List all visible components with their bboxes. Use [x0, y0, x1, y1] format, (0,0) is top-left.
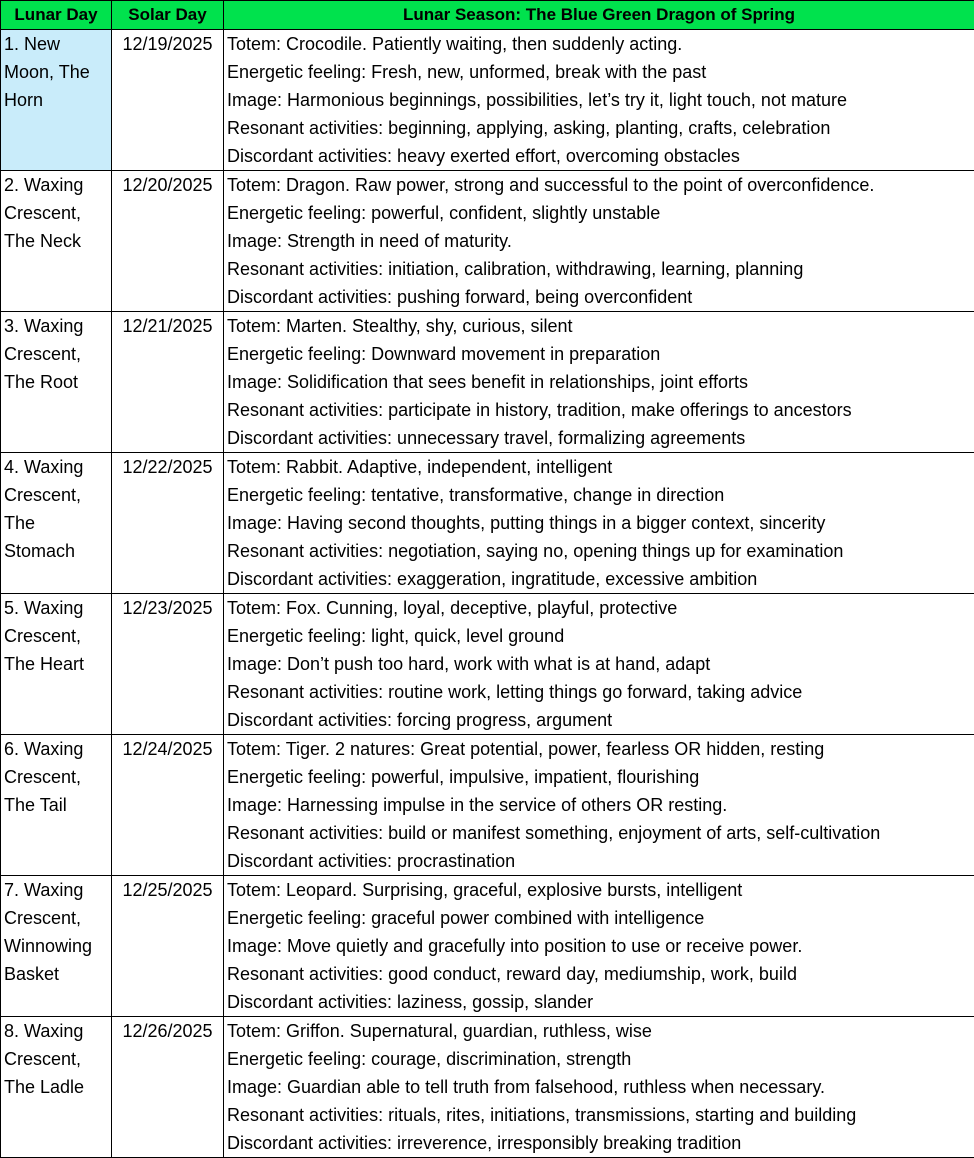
solar-day-cell[interactable]: 12/20/2025 — [112, 171, 224, 312]
description-line: Totem: Tiger. 2 natures: Great potential, power, fearless OR hidden, resting — [227, 735, 971, 763]
table-row — [1, 312, 974, 453]
solar-day-cell[interactable]: 12/22/2025 — [112, 453, 224, 594]
description-line: Image: Move quietly and gracefully into position to use or receive power. — [227, 932, 971, 960]
description-cell[interactable] — [224, 594, 974, 735]
solar-day-cell[interactable]: 12/19/2025 — [112, 30, 224, 171]
solar-day-cell[interactable]: 12/26/2025 — [112, 1017, 224, 1158]
description-line: Resonant activities: participate in history, tradition, make offerings to ancestors — [227, 396, 971, 424]
description-line: Resonant activities: beginning, applying, asking, planting, crafts, celebration — [227, 114, 971, 142]
description-cell[interactable] — [224, 30, 974, 171]
description-cell[interactable] — [224, 312, 974, 453]
lunar-day-cell[interactable]: 8. Waxing Crescent, The Ladle — [1, 1017, 112, 1158]
solar-day-cell[interactable]: 12/24/2025 — [112, 735, 224, 876]
description-line: Image: Guardian able to tell truth from falsehood, ruthless when necessary. — [227, 1073, 971, 1101]
description-line: Resonant activities: rituals, rites, initiations, transmissions, starting and building — [227, 1101, 971, 1129]
description-line: Energetic feeling: light, quick, level ground — [227, 622, 971, 650]
description-line: Totem: Crocodile. Patiently waiting, then suddenly acting. — [227, 30, 971, 58]
description-line: Image: Don’t push too hard, work with what is at hand, adapt — [227, 650, 971, 678]
table-row — [1, 876, 974, 1017]
description-line: Resonant activities: initiation, calibration, withdrawing, learning, planning — [227, 255, 971, 283]
description-line: Totem: Rabbit. Adaptive, independent, intelligent — [227, 453, 971, 481]
description-line: Discordant activities: exaggeration, ingratitude, excessive ambition — [227, 565, 971, 593]
description-line: Energetic feeling: Downward movement in preparation — [227, 340, 971, 368]
description-line: Image: Harnessing impulse in the service of others OR resting. — [227, 791, 971, 819]
lunar-day-cell[interactable]: 3. Waxing Crescent, The Root — [1, 312, 112, 453]
description-line: Discordant activities: heavy exerted effort, overcoming obstacles — [227, 142, 971, 170]
table-row — [1, 171, 974, 312]
description-line: Energetic feeling: graceful power combined with intelligence — [227, 904, 971, 932]
description-line: Totem: Fox. Cunning, loyal, deceptive, playful, protective — [227, 594, 971, 622]
description-cell[interactable] — [224, 1017, 974, 1158]
description-cell[interactable] — [224, 453, 974, 594]
lunar-day-cell[interactable]: 5. Waxing Crescent, The Heart — [1, 594, 112, 735]
description-line: Discordant activities: pushing forward, being overconfident — [227, 283, 971, 311]
header-row — [1, 1, 974, 30]
description-line: Resonant activities: routine work, letting things go forward, taking advice — [227, 678, 971, 706]
description-line: Totem: Marten. Stealthy, shy, curious, silent — [227, 312, 971, 340]
table-row — [1, 1017, 974, 1158]
description-cell[interactable] — [224, 876, 974, 1017]
description-cell[interactable] — [224, 171, 974, 312]
description-line: Energetic feeling: powerful, confident, slightly unstable — [227, 199, 971, 227]
table-row — [1, 594, 974, 735]
solar-day-cell[interactable]: 12/21/2025 — [112, 312, 224, 453]
description-line: Resonant activities: good conduct, reward day, mediumship, work, build — [227, 960, 971, 988]
lunar-day-cell[interactable]: 7. Waxing Crescent, Winnowing Basket — [1, 876, 112, 1017]
description-line: Discordant activities: forcing progress, argument — [227, 706, 971, 734]
table-row — [1, 453, 974, 594]
description-line: Energetic feeling: tentative, transformative, change in direction — [227, 481, 971, 509]
description-line: Resonant activities: build or manifest something, enjoyment of arts, self-cultivation — [227, 819, 971, 847]
table-row — [1, 30, 974, 171]
description-line: Totem: Griffon. Supernatural, guardian, ruthless, wise — [227, 1017, 971, 1045]
description-line: Energetic feeling: Fresh, new, unformed, break with the past — [227, 58, 971, 86]
solar-day-cell[interactable]: 12/25/2025 — [112, 876, 224, 1017]
description-line: Image: Solidification that sees benefit in relationships, joint efforts — [227, 368, 971, 396]
lunar-day-cell[interactable]: 4. Waxing Crescent, The Stomach — [1, 453, 112, 594]
header-lunar-day[interactable]: Lunar Day — [1, 1, 112, 30]
table-body — [1, 30, 974, 1158]
description-line: Image: Harmonious beginnings, possibilities, let’s try it, light touch, not mature — [227, 86, 971, 114]
lunar-day-cell[interactable]: 6. Waxing Crescent, The Tail — [1, 735, 112, 876]
lunar-day-cell[interactable]: 1. New Moon, The Horn — [1, 30, 112, 171]
header-solar-day[interactable]: Solar Day — [112, 1, 224, 30]
table-row — [1, 735, 974, 876]
description-line: Image: Strength in need of maturity. — [227, 227, 971, 255]
description-line: Discordant activities: irreverence, irresponsibly breaking tradition — [227, 1129, 971, 1157]
description-line: Resonant activities: negotiation, saying no, opening things up for examination — [227, 537, 971, 565]
description-line: Totem: Leopard. Surprising, graceful, explosive bursts, intelligent — [227, 876, 971, 904]
description-line: Energetic feeling: powerful, impulsive, impatient, flourishing — [227, 763, 971, 791]
description-line: Totem: Dragon. Raw power, strong and successful to the point of overconfidence. — [227, 171, 971, 199]
solar-day-cell[interactable]: 12/23/2025 — [112, 594, 224, 735]
header-lunar-season[interactable]: Lunar Season: The Blue Green Dragon of Spring — [224, 1, 974, 30]
description-line: Energetic feeling: courage, discrimination, strength — [227, 1045, 971, 1073]
description-line: Discordant activities: laziness, gossip, slander — [227, 988, 971, 1016]
description-line: Discordant activities: unnecessary travel, formalizing agreements — [227, 424, 971, 452]
description-line: Image: Having second thoughts, putting things in a bigger context, sincerity — [227, 509, 971, 537]
lunar-day-cell[interactable]: 2. Waxing Crescent, The Neck — [1, 171, 112, 312]
description-cell[interactable] — [224, 735, 974, 876]
description-line: Discordant activities: procrastination — [227, 847, 971, 875]
